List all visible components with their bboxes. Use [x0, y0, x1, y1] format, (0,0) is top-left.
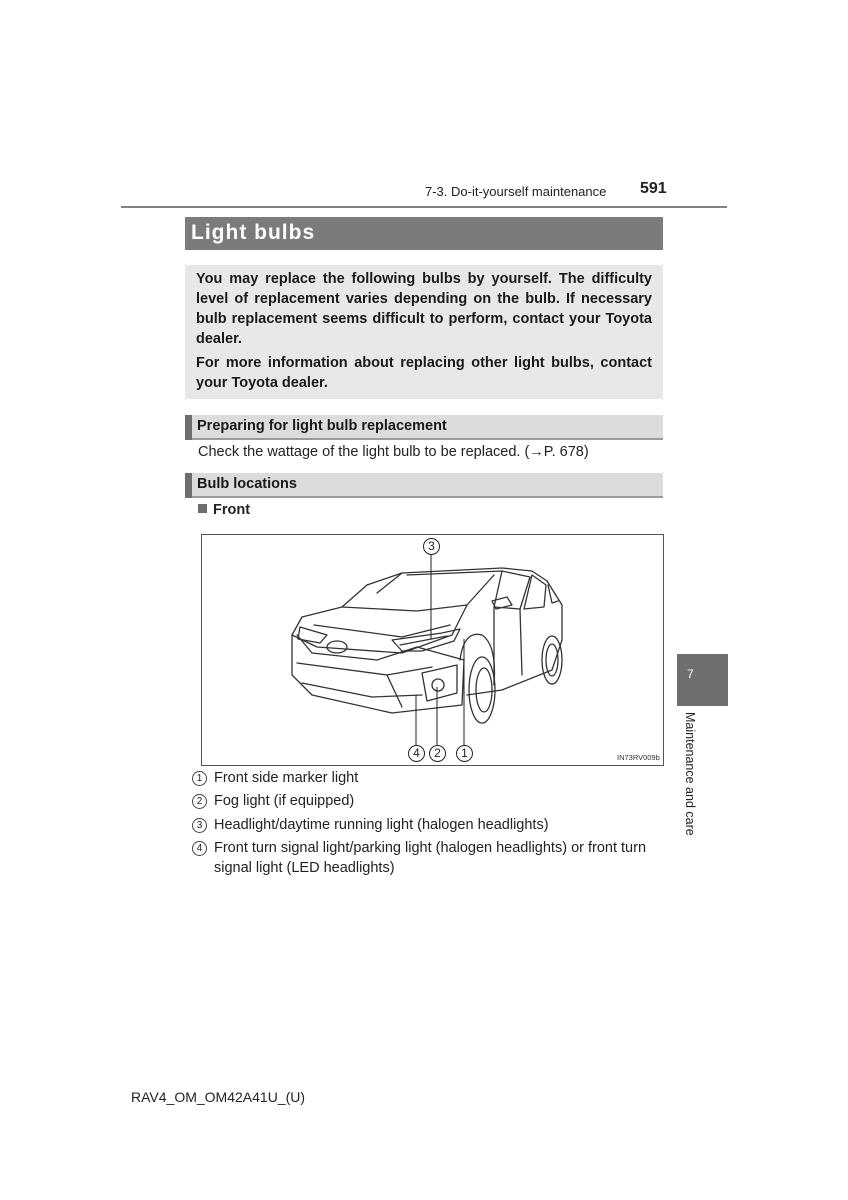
preparing-text: Check the wattage of the light bulb to be replaced. (→P. 678) [198, 444, 589, 460]
legend-text: Front side marker light [214, 770, 359, 786]
chapter-tab-label-text: Maintenance and care [683, 712, 697, 836]
subheading-bulb-locations-label: Bulb locations [197, 476, 297, 492]
callout-4: 4 [408, 745, 425, 762]
front-heading-label: Front [213, 502, 251, 518]
legend-number-icon: 2 [192, 794, 207, 809]
square-bullet-icon [198, 504, 207, 513]
legend-number-icon: 3 [192, 818, 207, 833]
subheading-preparing-label: Preparing for light bulb replacement [197, 418, 447, 434]
chapter-tab [677, 654, 728, 706]
section-reference: 7-3. Do-it-yourself maintenance [425, 184, 607, 199]
callout-3: 3 [423, 538, 440, 555]
header-rule [121, 206, 727, 208]
intro-paragraph-1: You may replace the following bulbs by yourself. The difficulty level of replacement varies depending on the bulb. If necessary bulb replacement seems difficult to perform, contact your Toyota dealer. [196, 271, 652, 347]
callout-1: 1 [456, 745, 473, 762]
chapter-tab-label [683, 712, 699, 852]
legend-text: Front turn signal light/parking light (halogen headlights) or front turn signal light (LED headlights) [214, 840, 647, 876]
legend-text: Headlight/daytime running light (halogen headlights) [214, 817, 549, 833]
page-number: 591 [640, 180, 667, 197]
legend-number-icon: 1 [192, 771, 207, 786]
legend-number-icon: 4 [192, 841, 207, 856]
subheading-preparing [185, 415, 663, 440]
footer-doc-code: RAV4_OM_OM42A41U_(U) [131, 1089, 306, 1105]
front-heading [198, 502, 250, 518]
legend-text: Fog light (if equipped) [214, 793, 355, 809]
subheading-marker [185, 473, 192, 498]
car-front-figure [201, 534, 664, 766]
subheading-bulb-locations [185, 473, 663, 498]
callout-2: 2 [429, 745, 446, 762]
intro-paragraph-2: For more information about replacing other light bulbs, contact your Toyota dealer. [196, 355, 652, 391]
page-title: Light bulbs [191, 221, 316, 244]
car-illustration [202, 535, 663, 765]
figure-code: IN73RV009b [617, 753, 660, 762]
chapter-tab-number: 7 [687, 667, 694, 681]
legend-item [192, 838, 662, 880]
subheading-marker [185, 415, 192, 440]
